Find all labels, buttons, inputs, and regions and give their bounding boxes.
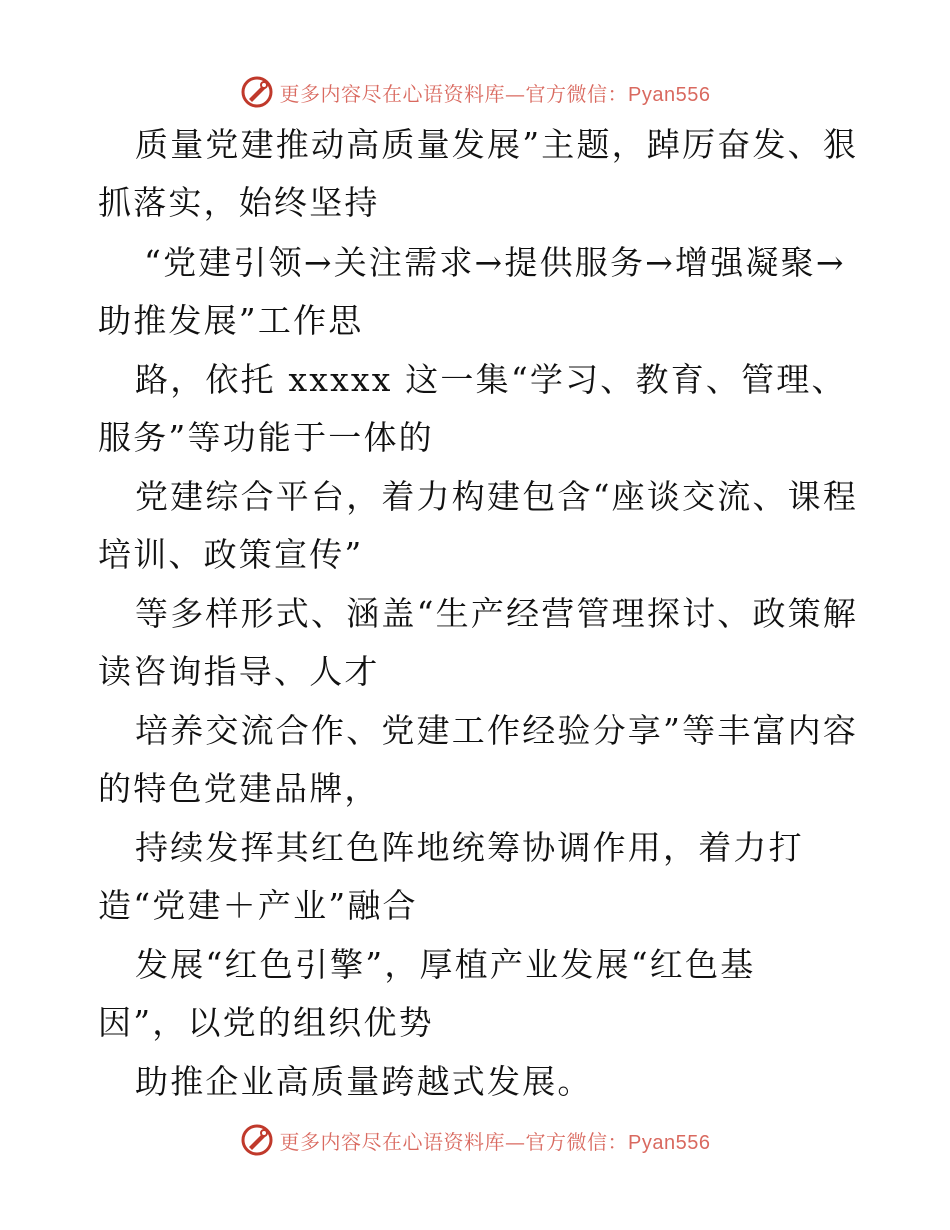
watermark-wechat-id: Pyan556	[628, 1131, 711, 1154]
text-line: 路，依托 xxxxx 这一集“学习、教育、管理、	[135, 360, 847, 399]
text-line: 培训、政策宣传”	[98, 535, 364, 574]
watermark-text	[280, 1126, 711, 1155]
text-line: 读咨询指导、人才	[98, 652, 380, 691]
watermark-main-text: 更多内容尽在心语资料库—官方微信：	[279, 1129, 629, 1154]
brand-logo-icon	[240, 1123, 274, 1157]
watermark-text	[280, 78, 711, 107]
brand-logo-icon	[240, 75, 274, 109]
text-line: 抓落实，始终坚持	[98, 183, 380, 222]
text-line: 持续发挥其红色阵地统筹协调作用，着力打	[135, 828, 804, 867]
text-line: 服务”等功能于一体的	[98, 418, 434, 457]
text-line: 质量党建推动高质量发展”主题，踔厉奋发、狠	[135, 125, 859, 164]
watermark-main-text: 更多内容尽在心语资料库—官方微信：	[279, 81, 629, 106]
text-line: 等多样形式、涵盖“生产经营管理探讨、政策解	[135, 594, 859, 633]
header-watermark	[0, 72, 950, 112]
watermark-wechat-id: Pyan556	[628, 83, 711, 106]
text-line: 党建综合平台，着力构建包含“座谈交流、课程	[135, 477, 859, 516]
text-line: 发展“红色引擎”，厚植产业发展“红色基	[135, 945, 756, 984]
footer-watermark	[0, 1120, 950, 1160]
text-line: 造“党建＋产业”融合	[98, 886, 418, 925]
text-line: 因”，以党的组织优势	[98, 1003, 434, 1042]
text-line: 助推发展”工作思	[98, 301, 364, 340]
text-line: 助推企业高质量跨越式发展。	[135, 1062, 593, 1101]
text-line: 的特色党建品牌，	[98, 769, 380, 808]
text-line: 培养交流合作、党建工作经验分享”等丰富内容	[135, 711, 859, 750]
text-line: “党建引领→关注需求→提供服务→增强凝聚→	[144, 243, 846, 282]
